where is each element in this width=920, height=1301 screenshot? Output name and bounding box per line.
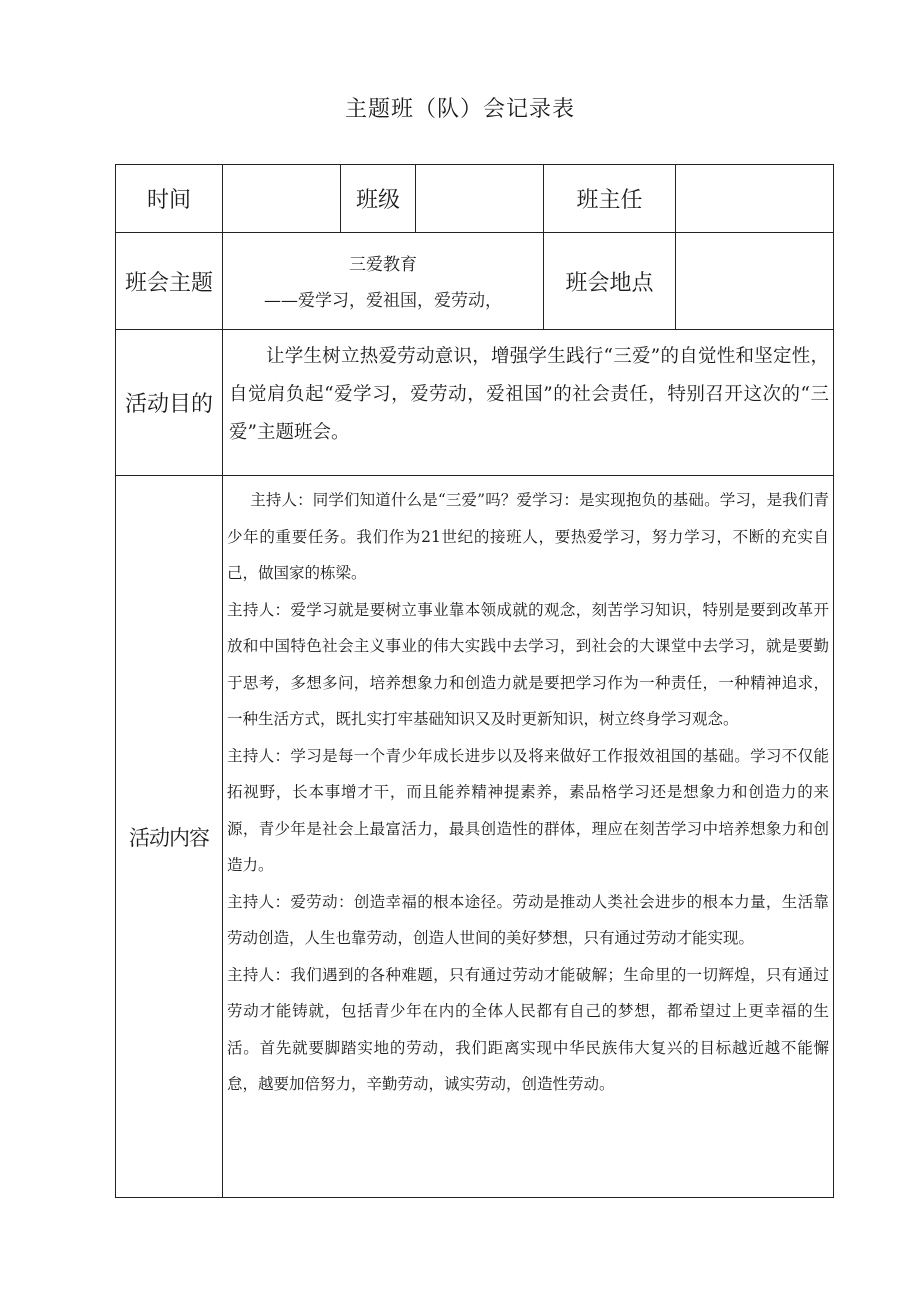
row-purpose	[116, 330, 834, 476]
class-value[interactable]	[416, 165, 544, 233]
page-title: 主题班（队）会记录表	[344, 97, 575, 122]
head-teacher-label: 班主任	[544, 165, 676, 233]
row-basic-info	[116, 165, 834, 233]
content-paragraph-1: 主持人：同学们知道什么是“三爱”吗？爱学习：是实现抱负的基础。学习，是我们青少年的重要任务。我们作为21世纪的接班人，要热爱学习，努力学习，不断的充实自己，做国家的栋梁。	[227, 491, 829, 582]
content-label: 活动内容	[116, 476, 223, 1198]
head-teacher-value[interactable]	[676, 165, 834, 233]
location-value[interactable]	[676, 233, 834, 330]
theme-value[interactable]	[223, 233, 544, 330]
class-label: 班级	[341, 165, 416, 233]
content-paragraph-2: 主持人：爱学习就是要树立事业靠本领成就的观念，刻苦学习知识，特别是要到改革开放和中国特色社会主义事业的伟大实践中去学习，到社会的大课堂中去学习，就是要勤于思考，多想多问，培养想象力和创造力就是要把学习作为一种责任，一种精神追求，一种生活方式，既扎实打牢基础知识又及时更新知识，树立终身学习观念。	[227, 600, 829, 728]
content-paragraph-5: 主持人：我们遇到的各种难题，只有通过劳动才能破解；生命里的一切辉煌，只有通过劳动才能铸就，包括青少年在内的全体人民都有自己的梦想，都希望过上更幸福的生活。首先就要脚踏实地的劳动，我们距离实现中华民族伟大复兴的目标越近越不能懈怠，越要加倍努力，辛勤劳动，诚实劳动，创造性劳动。	[227, 965, 829, 1093]
purpose-value[interactable]	[223, 330, 834, 476]
row-content	[116, 476, 834, 1198]
purpose-label: 活动目的	[116, 330, 223, 476]
time-value[interactable]	[223, 165, 341, 233]
content-paragraph-4: 主持人：爱劳动：创造幸福的根本途径。劳动是推动人类社会进步的根本力量，生活靠劳动创造，人生也靠劳动，创造人世间的美好梦想，只有通过劳动才能实现。	[227, 892, 829, 947]
theme-label: 班会主题	[116, 233, 223, 330]
row-theme	[116, 233, 834, 330]
theme-line-2: ——爱学习，爱祖国，爱劳动，	[264, 291, 502, 311]
purpose-text: 让学生树立热爱劳动意识，增强学生践行“三爱”的自觉性和坚定性，自觉肩负起“爱学习，爱劳动，爱祖国”的社会责任，特别召开这次的“三爱”主题班会。	[229, 346, 829, 443]
location-label: 班会地点	[544, 233, 676, 330]
content-value[interactable]	[223, 476, 834, 1198]
content-paragraph-3: 主持人：学习是每一个青少年成长进步以及将来做好工作报效祖国的基础。学习不仅能拓视野，长本事增才干，而且能养精神提素养，素品格学习还是想象力和创造力的来源，青少年是社会上最富活力，最具创造性的群体，理应在刻苦学习中培养想象力和创造力。	[227, 746, 829, 874]
theme-line-1: 三爱教育	[349, 255, 417, 275]
time-label: 时间	[116, 165, 223, 233]
record-table	[115, 164, 834, 1198]
